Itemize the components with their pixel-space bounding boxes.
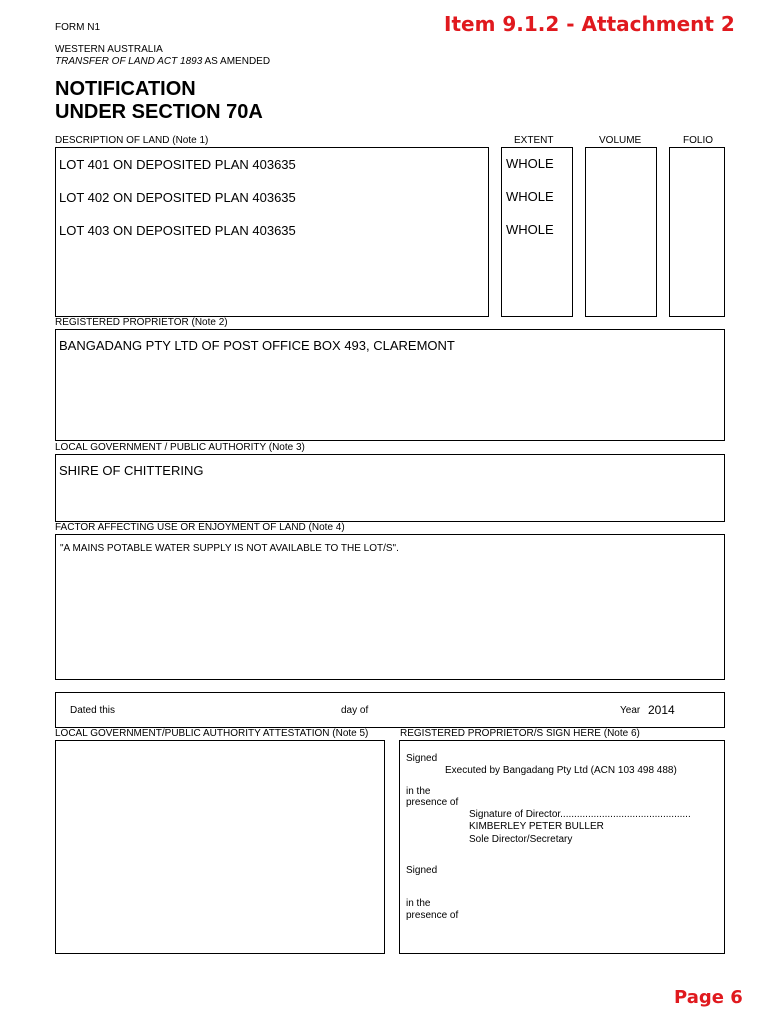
proprietor-box[interactable]	[55, 329, 725, 441]
factor-label: FACTOR AFFECTING USE OR ENJOYMENT OF LAND (Note 4)	[55, 522, 345, 533]
proprietor-label: REGISTERED PROPRIETOR (Note 2)	[55, 317, 228, 328]
presence-of-label: presence of	[406, 797, 459, 808]
attachment-label: Item 9.1.2 - Attachment 2	[444, 12, 735, 36]
form-id: FORM N1	[55, 22, 100, 33]
day-of-label: day of	[341, 705, 369, 716]
presence-of-label: presence of	[406, 910, 459, 921]
page-label: Page 6	[674, 987, 743, 1008]
attestation-box[interactable]	[55, 740, 385, 954]
act-name: TRANSFER OF LAND ACT 1893	[55, 56, 203, 67]
dated-box[interactable]	[55, 692, 725, 728]
title-line-1: NOTIFICATION	[55, 78, 196, 100]
director-signature-line: Signature of Director...............................................	[469, 809, 691, 820]
factor-value: "A MAINS POTABLE WATER SUPPLY IS NOT AVAILABLE TO THE LOT/S".	[60, 543, 399, 554]
factor-box[interactable]	[55, 534, 725, 680]
folio-box[interactable]	[669, 147, 725, 317]
year-label: Year	[620, 705, 641, 716]
executed-by-text: Executed by Bangadang Pty Ltd (ACN 103 498 488)	[445, 765, 677, 776]
sign-here-label: REGISTERED PROPRIETOR/S SIGN HERE (Note 6)	[400, 728, 640, 739]
document-title	[55, 78, 263, 124]
lot-description: LOT 402 ON DEPOSITED PLAN 403635	[59, 190, 296, 205]
in-the-label: in the	[406, 786, 431, 797]
sign-here-box[interactable]	[399, 740, 725, 954]
volume-label: VOLUME	[599, 135, 642, 146]
lot-extent: WHOLE	[506, 222, 554, 237]
authority-box[interactable]	[55, 454, 725, 522]
proprietor-value: BANGADANG PTY LTD OF POST OFFICE BOX 493, CLAREMONT	[59, 338, 455, 353]
director-name: KIMBERLEY PETER BULLER	[469, 821, 604, 832]
lot-description: LOT 403 ON DEPOSITED PLAN 403635	[59, 223, 296, 238]
in-the-label: in the	[406, 898, 431, 909]
attestation-label: LOCAL GOVERNMENT/PUBLIC AUTHORITY ATTESTATION (Note 5)	[55, 728, 369, 739]
extent-box[interactable]	[501, 147, 573, 317]
land-description-label: DESCRIPTION OF LAND (Note 1)	[55, 135, 209, 146]
land-description-box[interactable]	[55, 147, 489, 317]
act-reference	[55, 56, 270, 67]
signed-label: Signed	[406, 753, 438, 764]
volume-box[interactable]	[585, 147, 657, 317]
authority-label: LOCAL GOVERNMENT / PUBLIC AUTHORITY (Note 3)	[55, 442, 305, 453]
lot-description: LOT 401 ON DEPOSITED PLAN 403635	[59, 157, 296, 172]
title-line-2: UNDER SECTION 70A	[55, 101, 263, 123]
year-value: 2014	[648, 703, 675, 717]
signed-label: Signed	[406, 865, 438, 876]
authority-value: SHIRE OF CHITTERING	[59, 463, 204, 478]
folio-label: FOLIO	[683, 135, 714, 146]
dated-this-label: Dated this	[70, 705, 116, 716]
lot-extent: WHOLE	[506, 156, 554, 171]
act-suffix: AS AMENDED	[202, 56, 271, 67]
director-role: Sole Director/Secretary	[469, 834, 573, 845]
extent-label: EXTENT	[514, 135, 554, 146]
jurisdiction: WESTERN AUSTRALIA	[55, 44, 163, 55]
lot-extent: WHOLE	[506, 189, 554, 204]
